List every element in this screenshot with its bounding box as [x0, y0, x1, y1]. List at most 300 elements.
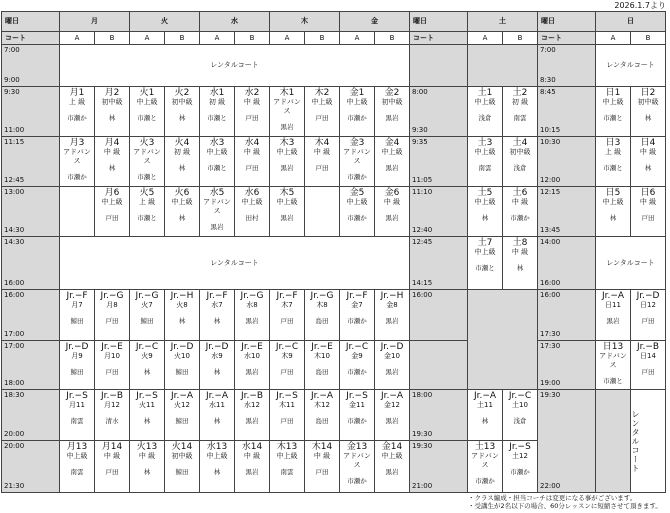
wed-2-a-c1: 水5	[209, 188, 225, 198]
fri-0-a-c1: 金1	[349, 88, 365, 98]
wed-3-a-c1: Jr.−F	[206, 291, 228, 301]
wed-4-b-c4: 黒岩	[245, 368, 259, 376]
thu-1-b-c2: 中 級	[313, 148, 331, 156]
court-label-sun-text: コート	[541, 33, 562, 42]
thu-1-a-c1: 木3	[279, 138, 295, 148]
fri-5-b-c2: 金12	[384, 401, 400, 409]
mon-6-a-c4: 南雲	[70, 468, 84, 476]
tue-1-b	[165, 137, 200, 187]
time-wd-5-end: 17:00	[4, 330, 25, 338]
tue-1-b-c4: 林	[178, 164, 186, 172]
fri-1-b-c1: 金4	[384, 138, 400, 148]
court-label-sun	[538, 32, 596, 45]
sat-time-3-start: 11:10	[412, 188, 433, 196]
sun-3-a-c4: 黒岩	[606, 317, 620, 325]
wed-0-a-c1: 水1	[209, 88, 225, 98]
sun-1-b-c4: 林	[644, 164, 652, 172]
sat-time-8-start: 19:30	[412, 442, 433, 450]
sun-0-a-c4: 市瀬と	[603, 114, 623, 122]
time-wd-3-end: 14:30	[4, 226, 25, 234]
wed-4-a-c1: Jr.−D	[205, 342, 229, 352]
thu-5-b-c1: Jr.−A	[310, 391, 334, 401]
fri-2-b-c4: 黒岩	[385, 214, 399, 222]
mon-4-a	[60, 341, 95, 390]
tue-3-b-c2: 火8	[176, 301, 188, 309]
sun-time-7-end: 22:00	[540, 482, 561, 490]
thu-6-b	[305, 441, 340, 493]
day-sat	[468, 12, 538, 32]
sun-0-b-c2: 初中級	[637, 98, 659, 106]
fri-5-a-c4: 市瀬か	[347, 417, 367, 425]
day-sun	[596, 12, 666, 32]
sun-1-a	[596, 137, 631, 187]
wed-6-a-c2: 中上級	[206, 452, 228, 460]
wed-3-a-c4: 林	[213, 317, 221, 325]
wed-0-a	[200, 87, 235, 137]
sun-time-3-start: 12:15	[540, 188, 561, 196]
court-a-sun-text: A	[610, 33, 616, 42]
court-a-0	[60, 32, 95, 45]
thu-4-b-c1: Jr.−E	[311, 342, 333, 352]
sun-time-4-end: 16:00	[540, 279, 561, 287]
sun-0-b	[631, 87, 666, 137]
sun-time-0	[538, 45, 596, 87]
tue-6-b-c2: 初中級	[171, 452, 193, 460]
thu-6-a-c1: 木13	[276, 442, 298, 452]
sun-4-a	[596, 341, 631, 390]
thu-0-a-c1: 木1	[279, 88, 295, 98]
sat-5-a-c1: 土13	[474, 442, 496, 452]
thu-3-a-c2: 木7	[281, 301, 293, 309]
sat-1-b	[503, 137, 538, 187]
sun-0-b-c4: 林	[644, 114, 652, 122]
court-a-sun	[596, 32, 631, 45]
wed-2-b-c2: 中上級	[241, 198, 263, 206]
mon-1-b-c1: 月4	[104, 138, 120, 148]
mon-0-a-c2: 上 級	[68, 98, 86, 106]
tue-0-b-c4: 林	[178, 114, 186, 122]
mon-4-b	[95, 341, 130, 390]
fri-2-a-c2: 中上級	[346, 198, 368, 206]
thu-4-a-c1: Jr.−C	[275, 342, 299, 352]
wed-6-a-c4: 林	[213, 468, 221, 476]
day-mon-text: 月	[91, 17, 98, 25]
rental-wd-0	[60, 45, 410, 87]
mon-5-b	[95, 390, 130, 441]
fri-6-b	[375, 441, 410, 493]
wed-4-b	[235, 341, 270, 390]
mon-4-a-c2: 月9	[71, 352, 83, 360]
sun-2-b	[631, 187, 666, 237]
sun-2-a-c2: 中上級	[602, 198, 624, 206]
mon-1-a-c4: 市瀬か	[67, 173, 87, 181]
fri-6-a-c2: アドバンス	[343, 452, 371, 469]
court-a-1-text: A	[144, 33, 150, 42]
time-wd-1-start: 9:30	[4, 88, 20, 96]
fri-4-a	[340, 341, 375, 390]
fri-1-b-c2: 中上級	[381, 148, 403, 156]
thu-6-b-c4: 戸田	[315, 468, 329, 476]
sat-3-a-c4: 市瀬と	[475, 264, 495, 272]
sun-time-6	[538, 341, 596, 390]
sun-2-b-c1: 日6	[640, 188, 656, 198]
mon-3-b-c1: Jr.−G	[100, 291, 124, 301]
time-wd-6-start: 17:00	[4, 342, 25, 350]
sun-4-a-c2: アドバンス	[599, 352, 627, 369]
tue-3-a-c1: Jr.−G	[135, 291, 159, 301]
tue-0-b-c2: 初中級	[171, 98, 193, 106]
wed-3-b-c2: 水8	[246, 301, 258, 309]
tue-0-a	[130, 87, 165, 137]
tue-6-a-c4: 林	[143, 468, 151, 476]
sun-time-1-end: 10:15	[540, 126, 561, 134]
sat-3-b-c4: 林	[516, 264, 524, 272]
sat-2-a-c2: 中上級	[474, 198, 496, 206]
sat-time-8-end: 21:00	[412, 482, 433, 490]
thu-2-b	[305, 187, 340, 237]
tue-6-b-c4: 鯨田	[175, 468, 189, 476]
sat-0-a	[468, 87, 503, 137]
wed-0-a-c4: 市瀬と	[207, 114, 227, 122]
time-wd-0-start: 7:00	[4, 46, 20, 54]
sat-4-a	[468, 390, 503, 441]
court-b-3	[305, 32, 340, 45]
mon-1-b-c2: 中 級	[103, 148, 121, 156]
wed-5-a-c4: 林	[213, 417, 221, 425]
fri-5-a-c1: Jr.−S	[346, 391, 368, 401]
court-a-2-text: A	[214, 33, 220, 42]
time-wd-5	[2, 290, 60, 341]
sun-blank-a	[596, 390, 631, 493]
timetable	[1, 11, 666, 493]
time-wd-8-start: 20:00	[4, 442, 25, 450]
wed-0-b-c4: 戸田	[245, 114, 259, 122]
court-label-sat-text: コート	[413, 33, 434, 42]
tue-2-b	[165, 187, 200, 237]
mon-5-b-c2: 月12	[104, 401, 120, 409]
tue-3-a-c2: 火7	[141, 301, 153, 309]
court-b-sat-text: B	[517, 33, 523, 42]
rental-sun-0	[596, 45, 666, 87]
tue-4-b-c4: 鯨田	[175, 368, 189, 376]
thu-5-b-c2: 木12	[314, 401, 330, 409]
tue-4-a-c1: Jr.−C	[135, 342, 159, 352]
court-b-1	[165, 32, 200, 45]
wed-4-a-c2: 水9	[211, 352, 223, 360]
rental-sun-night	[631, 390, 666, 493]
sat-time-1-end: 9:30	[412, 126, 428, 134]
tue-4-b	[165, 341, 200, 390]
mon-4-b-c4: 戸田	[105, 368, 119, 376]
sat-5-a-c2: アドバンス	[471, 452, 499, 469]
thu-0-b	[305, 87, 340, 137]
sat-3-a-c2: 中上級	[474, 248, 496, 256]
court-b-sun	[631, 32, 666, 45]
rental-sun-4	[596, 237, 666, 290]
mon-6-b-c1: 月14	[101, 442, 123, 452]
wed-0-b-c1: 水2	[244, 88, 260, 98]
mon-0-a-c1: 月1	[69, 88, 85, 98]
sat-time-8	[410, 441, 468, 493]
tue-4-b-c2: 火10	[174, 352, 190, 360]
mon-1-a	[60, 137, 95, 187]
sun-4-b-c2: 日14	[640, 352, 656, 360]
fri-2-b-c2: 中 級	[383, 198, 401, 206]
rental-wd-0-label: レンタルコート	[210, 61, 259, 69]
sat-3-b-c2: 中 級	[511, 248, 529, 256]
youbi-text: 曜日	[5, 17, 19, 25]
sun-4-b-c4: 戸田	[641, 368, 655, 376]
sat-4-a-c2: 土11	[477, 401, 493, 409]
time-wd-6	[2, 341, 60, 390]
tue-0-a-c1: 火1	[139, 88, 155, 98]
sun-time-5	[538, 290, 596, 341]
sat-blank-5	[468, 290, 538, 390]
fri-3-a-c4: 市瀬か	[347, 317, 367, 325]
fri-2-a-c1: 金5	[349, 188, 365, 198]
day-wed	[200, 12, 270, 32]
sat-0-a-c1: 土1	[477, 88, 493, 98]
mon-6-b-c4: 戸田	[105, 468, 119, 476]
sat-1-a	[468, 137, 503, 187]
sun-time-5-end: 17:30	[540, 330, 561, 338]
tue-3-b-c4: 林	[178, 317, 186, 325]
sat-time-17	[410, 341, 468, 390]
thu-1-a-c2: 中上級	[276, 148, 298, 156]
fri-0-a-c4: 市瀬か	[347, 114, 367, 122]
day-tue-text: 火	[161, 17, 168, 25]
mon-2-b-c2: 中上級	[101, 198, 123, 206]
sun-3-a-c2: 日11	[605, 301, 621, 309]
fri-3-b-c2: 金8	[386, 301, 398, 309]
time-wd-7-start: 18:30	[4, 391, 25, 399]
fri-4-b-c4: 黒岩	[385, 368, 399, 376]
sat-blank-time-0	[410, 45, 468, 87]
tue-6-b-c1: 火14	[171, 442, 193, 452]
sun-time-6-start: 17:30	[540, 342, 561, 350]
tue-5-a	[130, 390, 165, 441]
sun-time-4	[538, 237, 596, 290]
fri-5-b-c4: 黒岩	[385, 417, 399, 425]
thu-3-a	[270, 290, 305, 341]
sun-2-b-c2: 中 級	[639, 198, 657, 206]
youbi-text-sat: 曜日	[413, 17, 427, 25]
mon-3-a-c4: 鯨田	[70, 317, 84, 325]
sat-1-b-c2: 初中級	[509, 148, 531, 156]
wed-2-a	[200, 187, 235, 237]
thu-4-a	[270, 341, 305, 390]
thu-5-a	[270, 390, 305, 441]
sun-0-a	[596, 87, 631, 137]
tue-6-a-c2: 中 級	[138, 452, 156, 460]
thu-1-a-c4: 黒岩	[280, 164, 294, 172]
sat-time-4	[410, 237, 468, 290]
sat-5-b-c4: 市瀬か	[510, 468, 530, 476]
tue-0-b-c1: 火2	[174, 88, 190, 98]
fri-4-a-c1: Jr.−C	[345, 342, 369, 352]
fri-5-a-c2: 金11	[349, 401, 365, 409]
sun-4-a-c4: 市瀬と	[603, 377, 623, 385]
tue-0-b	[165, 87, 200, 137]
tue-2-b-c1: 火6	[174, 188, 190, 198]
court-a-sat-text: A	[482, 33, 488, 42]
fri-1-b	[375, 137, 410, 187]
mon-1-a-c1: 月3	[69, 138, 85, 148]
tue-1-a-c4: 市瀬と	[137, 173, 157, 181]
thu-2-a	[270, 187, 305, 237]
fri-4-b-c2: 金10	[384, 352, 400, 360]
sat-2-b-c2: 中 級	[511, 198, 529, 206]
sat-0-b-c4: 南雲	[513, 114, 527, 122]
fri-4-a-c2: 金9	[351, 352, 363, 360]
fri-5-b	[375, 390, 410, 441]
sat-2-b-c1: 土6	[512, 188, 528, 198]
thu-0-b-c2: 中上級	[311, 98, 333, 106]
tue-3-b-c1: Jr.−H	[170, 291, 194, 301]
fri-5-a	[340, 390, 375, 441]
mon-5-b-c4: 清水	[105, 417, 119, 425]
fri-1-b-c4: 黒岩	[385, 164, 399, 172]
rental-sun-night-label: レンタルコート	[631, 409, 640, 473]
rental-wd-4-label: レンタルコート	[210, 258, 259, 267]
sun-2-a	[596, 187, 631, 237]
thu-0-b-c4: 戸田	[315, 114, 329, 122]
sat-3-a	[468, 237, 503, 290]
wed-5-b-c1: Jr.−B	[240, 391, 264, 401]
sat-5-a	[468, 441, 503, 493]
mon-0-a	[60, 87, 95, 137]
sat-2-b	[503, 187, 538, 237]
mon-6-b-c2: 中 級	[103, 452, 121, 460]
fri-3-b	[375, 290, 410, 341]
court-b-sat	[503, 32, 538, 45]
sat-0-a-c2: 中上級	[474, 98, 496, 106]
wed-6-b-c1: 水14	[241, 442, 263, 452]
wed-1-b	[235, 137, 270, 187]
day-fri	[340, 12, 410, 32]
thu-4-a-c4: 戸田	[280, 368, 294, 376]
sat-time-7	[410, 390, 468, 441]
sat-time-4-start: 12:45	[412, 238, 433, 246]
wed-3-a	[200, 290, 235, 341]
time-wd-0	[2, 45, 60, 87]
fri-6-a-c4: 市瀬か	[347, 477, 367, 485]
tue-0-a-c2: 中上級	[136, 98, 158, 106]
tue-5-b-c4: 鯨田	[175, 417, 189, 425]
sun-3-b-c2: 日12	[640, 301, 656, 309]
sun-time-1-start: 8:45	[540, 88, 556, 96]
wed-3-b-c1: Jr.−G	[240, 291, 264, 301]
sun-2-b-c4: 戸田	[641, 214, 655, 222]
day-wed-text: 水	[231, 17, 238, 25]
sat-1-b-c4: 浅倉	[513, 164, 527, 172]
mon-0-b-c1: 月2	[104, 88, 120, 98]
tue-6-b	[165, 441, 200, 493]
thu-1-b	[305, 137, 340, 187]
time-wd-6-end: 18:00	[4, 379, 25, 387]
thu-6-b-c1: 木14	[311, 442, 333, 452]
sun-3-b-c4: 戸田	[641, 317, 655, 325]
sun-4-a-c1: 日13	[602, 342, 624, 352]
sat-time-4-end: 14:15	[412, 279, 433, 287]
mon-5-a-c4: 南雲	[70, 417, 84, 425]
thu-5-a-c4: 戸田	[280, 417, 294, 425]
mon-4-b-c1: Jr.−E	[101, 342, 123, 352]
fri-0-a-c2: 中上級	[346, 98, 368, 106]
tue-5-b	[165, 390, 200, 441]
fri-6-b-c2: 中上級	[381, 452, 403, 460]
tue-4-b-c1: Jr.−D	[170, 342, 194, 352]
youbi-label	[2, 12, 60, 32]
tue-4-a-c4: 林	[143, 368, 151, 376]
tue-1-b-c1: 火4	[174, 138, 190, 148]
mon-0-a-c4: 市瀬か	[67, 114, 87, 122]
mon-2-b-c4: 戸田	[105, 214, 119, 222]
sun-4-b	[631, 341, 666, 390]
thu-3-a-c1: Jr.−F	[276, 291, 298, 301]
thu-5-a-c1: Jr.−S	[276, 391, 298, 401]
sun-1-b-c1: 日4	[640, 138, 656, 148]
court-b-3-text: B	[319, 33, 325, 42]
fri-1-a-c2: アドバンス	[343, 148, 371, 165]
mon-5-b-c1: Jr.−B	[100, 391, 124, 401]
tue-5-b-c2: 火12	[174, 401, 190, 409]
court-b-2-text: B	[249, 33, 255, 42]
fri-3-b-c1: Jr.−H	[380, 291, 404, 301]
time-wd-1	[2, 87, 60, 137]
wed-1-b-c1: 水4	[244, 138, 260, 148]
mon-6-a-c1: 月13	[66, 442, 88, 452]
court-b-sun-text: B	[645, 33, 651, 42]
thu-0-b-c1: 木2	[314, 88, 330, 98]
sat-1-b-c1: 土4	[512, 138, 528, 148]
fri-0-a	[340, 87, 375, 137]
rental-wd-4	[60, 237, 410, 290]
fri-4-a-c4: 市瀬か	[347, 368, 367, 376]
tue-5-a-c4: 林	[143, 417, 151, 425]
fri-2-b	[375, 187, 410, 237]
sat-3-b-c1: 土8	[512, 238, 528, 248]
sat-2-a-c1: 土5	[477, 188, 493, 198]
sat-time-16-start: 16:00	[412, 291, 433, 299]
court-a-1	[130, 32, 165, 45]
wed-6-b-c2: 中 級	[243, 452, 261, 460]
wed-6-b-c4: 黒岩	[245, 468, 259, 476]
sat-0-b-c2: 初 級	[511, 98, 529, 106]
fri-1-a	[340, 137, 375, 187]
fri-4-b-c1: Jr.−D	[380, 342, 404, 352]
youbi-label-sat	[410, 12, 468, 32]
mon-4-a-c4: 鯨田	[70, 368, 84, 376]
sat-time-2-start: 9:35	[412, 138, 428, 146]
sat-4-a-c1: Jr.−A	[473, 391, 497, 401]
time-wd-4-start: 14:30	[4, 238, 25, 246]
sat-time-7-end: 19:30	[412, 430, 433, 438]
wed-2-b-c1: 水6	[244, 188, 260, 198]
fri-6-b-c4: 黒岩	[385, 468, 399, 476]
tue-2-b-c4: 林	[178, 214, 186, 222]
wed-0-b-c2: 中 級	[243, 98, 261, 106]
time-wd-3	[2, 187, 60, 237]
sun-1-b	[631, 137, 666, 187]
wed-6-b	[235, 441, 270, 493]
sat-time-3	[410, 187, 468, 237]
fri-6-a-c1: 金13	[346, 442, 368, 452]
wed-6-a	[200, 441, 235, 493]
sat-2-b-c4: 市瀬か	[510, 214, 530, 222]
thu-2-a-c1: 木5	[279, 188, 295, 198]
wed-5-a	[200, 390, 235, 441]
